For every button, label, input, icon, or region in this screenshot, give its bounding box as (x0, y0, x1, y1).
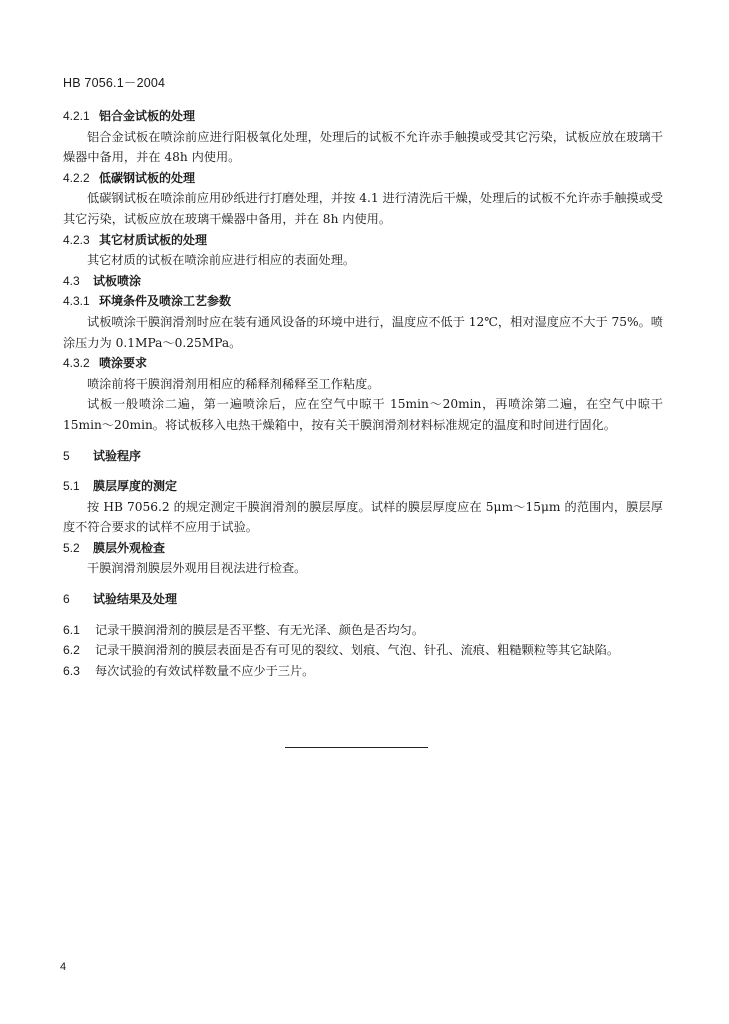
paragraph: 试板一般喷涂二遍，第一遍喷涂后，应在空气中晾干 15min～20min，再喷涂第二遍，在空气中晾干 15min～20min。将试板移入电热干燥箱中，按有关干膜润滑剂材料标准规定的温度和时间进行固化。 (63, 397, 663, 432)
section-number: 5.2 (63, 540, 80, 555)
section-number: 6 (63, 592, 70, 607)
paragraph: 喷涂前将干膜润滑剂用相应的稀释剂稀释至工作粘度。 (87, 376, 380, 391)
spacer (63, 436, 663, 446)
document-body (63, 106, 663, 681)
spacer (63, 610, 663, 620)
paragraph: 按 HB 7056.2 的规定测定干膜润滑剂的膜层厚度。试样的膜层厚度应在 5μm～15μm 的范围内，膜层厚度不符合要求的试样不应用于试验。 (63, 499, 663, 535)
section-title: 试验结果及处理 (93, 592, 178, 607)
paragraph: 试板喷涂干膜润滑剂时应在装有通风设备的环境中进行，温度应不低于 12℃，相对湿度应不大于 75%。喷涂压力为 0.1MPa～0.25MPa。 (63, 314, 663, 350)
section-number: 4.2.1 (63, 109, 90, 123)
section-number: 4.3 (63, 273, 80, 288)
clause-number: 6.3 (63, 663, 80, 678)
paragraph: 铝合金试板在喷涂前应进行阳极氧化处理，处理后的试板不允许赤手触摸或受其它污染，试板应放在玻璃干燥器中备用，并在 48h 内使用。 (63, 129, 663, 165)
section-heading (63, 106, 663, 127)
section-heading (63, 476, 663, 497)
section-heading (63, 353, 663, 374)
section-heading (63, 538, 663, 559)
clause-number: 6.1 (63, 622, 80, 637)
section-number: 4.2.3 (63, 232, 90, 247)
section-title: 低碳钢试板的处理 (99, 170, 196, 185)
numbered-clause (63, 661, 663, 682)
paragraph: 低碳钢试板在喷涂前应用砂纸进行打磨处理，并按 4.1 进行清洗后干燥，处理后的试板不允许赤手触摸或受其它污染，试板应放在玻璃干燥器中备用，并在 8h 内使用。 (63, 191, 663, 226)
spacer (63, 466, 663, 476)
section-heading (63, 168, 663, 189)
page-number: 4 (60, 961, 67, 973)
section-title: 其它材质试板的处理 (99, 232, 208, 247)
clause-text: 记录干膜润滑剂的膜层表面是否有可见的裂纹、划痕、气泡、针孔、流痕、粗糙颗粒等其它缺陷。 (95, 643, 620, 658)
section-number: 5.1 (63, 479, 80, 494)
section-title: 试板喷涂 (93, 273, 142, 288)
section-number: 4.2.2 (63, 170, 90, 185)
clause-text: 记录干膜润滑剂的膜层是否平整、有无光泽、颜色是否均匀。 (95, 622, 425, 637)
section-title: 试验程序 (93, 448, 142, 463)
clause-number: 6.2 (63, 643, 80, 658)
section-heading (63, 291, 663, 312)
paragraph: 干膜润滑剂膜层外观用目视法进行检查。 (87, 561, 307, 576)
section-number: 5 (63, 448, 70, 463)
section-title: 铝合金试板的处理 (99, 109, 196, 123)
clause-text: 每次试验的有效试样数量不应少于三片。 (95, 663, 315, 678)
numbered-clause (63, 620, 663, 641)
section-title: 膜层厚度的测定 (93, 479, 178, 494)
section-title: 环境条件及喷涂工艺参数 (99, 294, 232, 309)
section-heading (63, 446, 663, 467)
numbered-clause (63, 640, 663, 661)
section-heading (63, 271, 663, 292)
section-title: 膜层外观检查 (93, 540, 166, 555)
section-number: 4.3.1 (63, 294, 90, 309)
section-heading (63, 589, 663, 610)
section-heading (63, 230, 663, 251)
spacer (63, 579, 663, 589)
end-of-document-rule (285, 747, 428, 748)
standard-number-header: HB 7056.1－2004 (63, 76, 166, 90)
section-number: 4.3.2 (63, 356, 90, 371)
section-title: 喷涂要求 (99, 356, 148, 371)
paragraph: 其它材质的试板在喷涂前应进行相应的表面处理。 (87, 253, 356, 268)
